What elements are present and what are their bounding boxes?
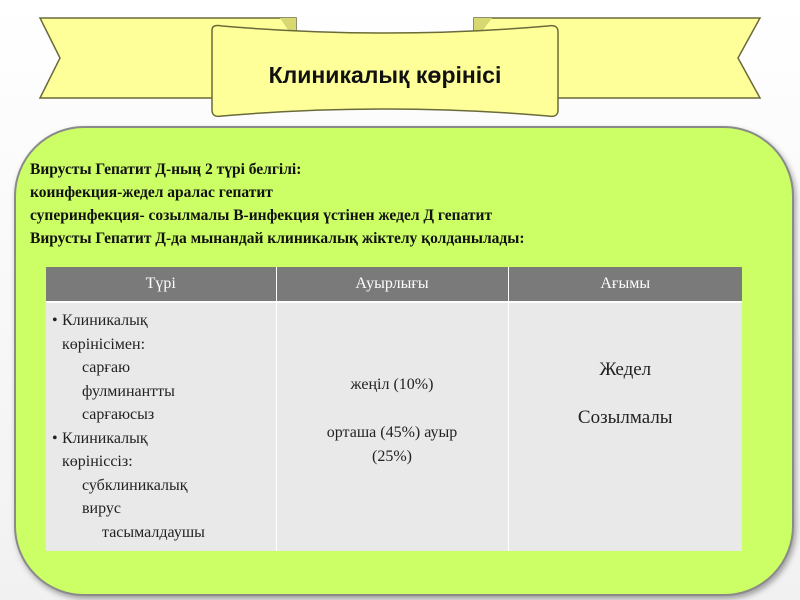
- course-cell: [508, 302, 742, 551]
- bullet-icon: •: [52, 429, 58, 447]
- table-row: [46, 302, 742, 551]
- item-text: фулминантты: [82, 382, 175, 400]
- group-title: Клиникалық: [62, 429, 148, 447]
- severity-line: (25%): [372, 448, 412, 465]
- intro-line: Вирусты Гепатит Д-да мынандай клиникалық жіктелу қолданылады:: [30, 230, 525, 247]
- group-title: Клиникалық: [62, 312, 148, 329]
- intro-line: Вирусты Гепатит Д-ның 2 түрі белгілі:: [30, 161, 302, 178]
- classification-table: [46, 267, 742, 551]
- list-item: [52, 380, 276, 404]
- severity-line: жеңіл (10%): [350, 376, 434, 393]
- list-item: [52, 497, 276, 521]
- course-line: Жедел: [599, 359, 652, 380]
- list-item: [52, 474, 276, 498]
- list-item: [52, 403, 276, 427]
- course-line: Созылмалы: [577, 407, 673, 428]
- list-item: [52, 427, 276, 451]
- intro-text: [30, 158, 770, 250]
- type-cell: [46, 302, 276, 551]
- list-item: [52, 309, 276, 333]
- intro-line: суперинфекция- созылмалы В-инфекция үстінен жедел Д гепатит: [30, 207, 493, 224]
- table-header-row: [46, 267, 742, 302]
- severity-cell: [276, 302, 508, 551]
- list-item: [52, 356, 276, 380]
- banner-title: Клиникалық көрінісі: [268, 61, 502, 88]
- bullet-icon: •: [52, 312, 58, 329]
- intro-line: коинфекция-жедел аралас гепатит: [30, 184, 273, 201]
- group-title-cont: көрініссіз:: [62, 453, 133, 470]
- item-text: сарғаюсыз: [82, 406, 155, 423]
- header-severity: Ауырлығы: [276, 267, 508, 302]
- item-text: сарғаю: [82, 359, 131, 376]
- group-title-cont: көрінісімен:: [62, 335, 146, 353]
- header-type: Түрі: [46, 267, 276, 302]
- item-text: субклиникалық: [82, 476, 188, 494]
- severity-line: орташа (45%) ауыр: [326, 424, 458, 441]
- item-text: вирус: [82, 500, 122, 517]
- item-text-cont: тасымалдаушы: [102, 523, 205, 541]
- header-course: Ағымы: [508, 267, 742, 302]
